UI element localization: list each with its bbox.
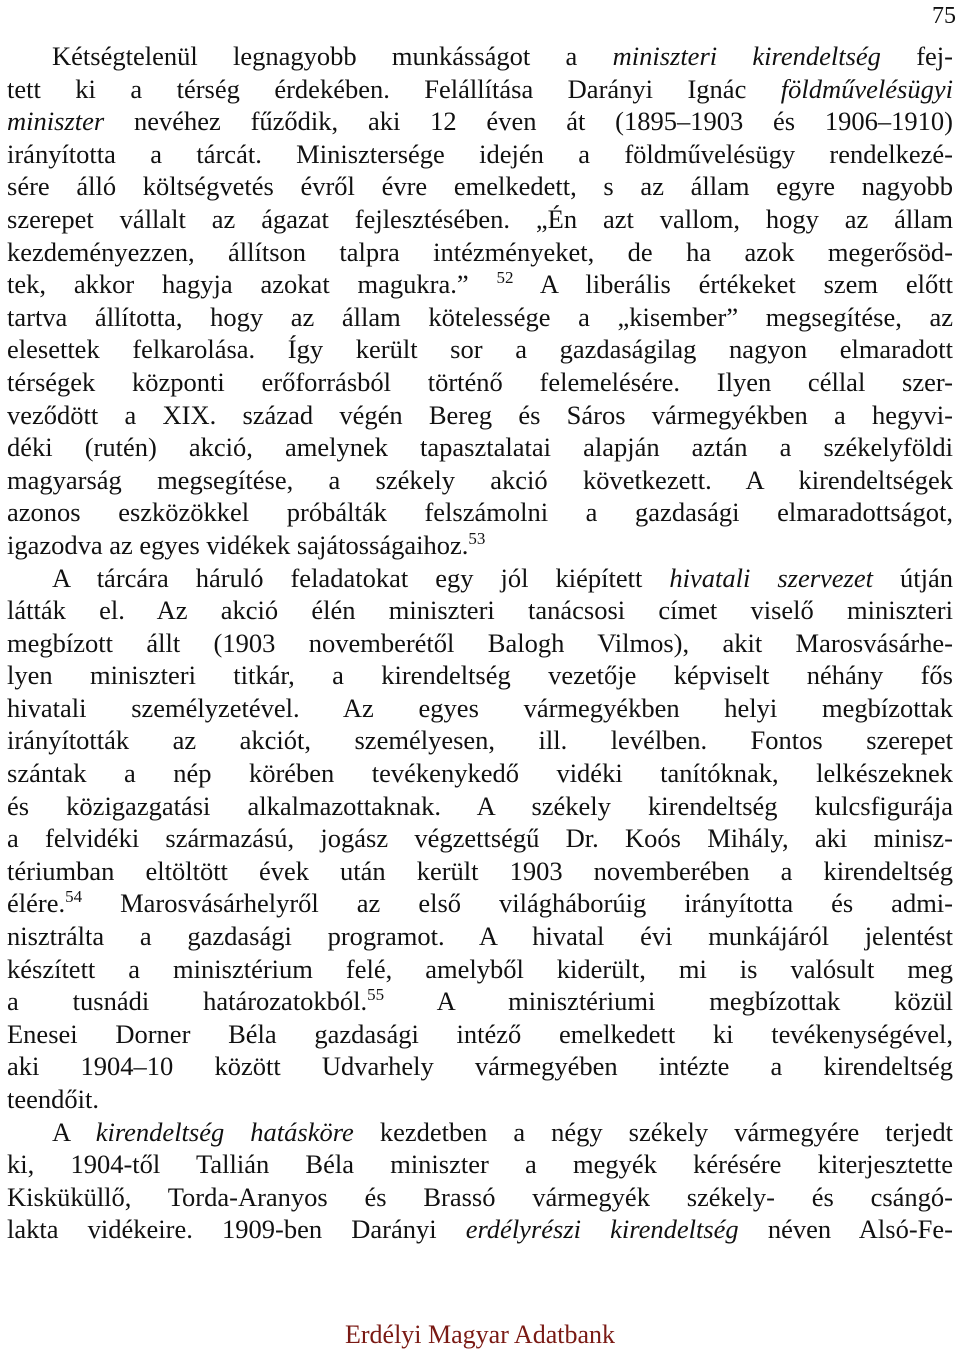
text-line (7, 529, 953, 562)
text-segment: veződött a XIX. század végén Bereg és Sáros vármegyékben a hegyvi- (7, 399, 953, 430)
emphasis-text: miniszter (7, 106, 105, 137)
text-segment: irányították az akciót, személyesen, ill. levélben. Fontos szerepet (7, 725, 953, 756)
text-line (7, 1083, 953, 1116)
emphasis-text: erdélyrészi kirendeltség (465, 1214, 739, 1245)
text-segment: szántak a nép körében tevékenykedő vidéki tanítóknak, lelkészeknek (7, 758, 953, 789)
text-line (7, 496, 953, 529)
text-segment: A minisztériumi megbízottak közül (384, 986, 953, 1017)
text-segment: fej- (880, 41, 953, 71)
text-segment: tek, akkor hagyja azokat magukra.” (7, 269, 497, 300)
text-segment: lakta vidékeire. 1909-ben Darányi (7, 1214, 466, 1245)
text-line (7, 627, 953, 660)
emphasis-text: földművelésügyi (780, 73, 953, 104)
text-segment: irányította a tárcát. Minisztersége idején a földművelésügy rendelkezé- (7, 138, 953, 169)
text-line (7, 953, 953, 986)
text-segment: kezdetben a négy székely vármegyére terjedt (353, 1116, 953, 1147)
text-segment: A (52, 1116, 96, 1147)
text-segment: kezdeményezzen, állítson talpra intézményeket, de ha azok megerősöd- (7, 236, 953, 267)
text-segment: teendőit. (7, 1084, 99, 1114)
text-line (7, 822, 953, 855)
text-line (7, 659, 953, 692)
text-segment: A tárcára háruló feladatokat egy jól kiépített (52, 562, 670, 593)
footnote-ref: 52 (496, 268, 514, 288)
text-line (7, 692, 953, 725)
text-segment: megbízott állt (1903 novemberétől Balogh Vilmos), akit Marosvásárhe- (7, 627, 953, 658)
text-line (7, 985, 953, 1018)
text-line (7, 1050, 953, 1083)
text-line (7, 464, 953, 497)
text-segment: Enesei Dorner Béla gazdasági intéző emelkedett ki tevékenységével, (7, 1018, 953, 1049)
text-line (7, 724, 953, 757)
text-segment: sére álló költségvetés évről évre emelkedett, s az állam egyre nagyobb (7, 171, 953, 202)
text-segment: tett ki a térség érdekében. Felállítása Darányi Ignác (7, 73, 781, 104)
emphasis-text: hivatali szervezet (669, 562, 873, 593)
text-line (7, 594, 953, 627)
text-line (7, 366, 953, 399)
text-segment: térségek központi erőforrásból történő felemelésére. Ilyen céllal szer- (7, 366, 953, 397)
text-segment: nevéhez fűződik, aki 12 éven át (1895–1903 és 1906–1910) (104, 106, 953, 137)
text-segment: igazodva az egyes vidékek sajátosságaihoz. (7, 529, 469, 560)
text-segment: magyarság megsegítése, a székely akció következett. A kirendeltségek (7, 464, 953, 495)
text-line (7, 790, 953, 823)
text-segment: készített a minisztérium felé, amelyből kiderült, mi is valósult meg (7, 953, 953, 984)
page-number: 75 (932, 3, 956, 29)
text-line (7, 855, 953, 888)
text-segment: a felvidéki származású, jogász végzettségű Dr. Koós Mihály, aki minisz- (7, 823, 953, 854)
text-line (7, 301, 953, 334)
text-segment: azonos eszközökkel próbálták felszámolni a gazdasági elmaradottságot, (7, 497, 953, 528)
text-segment: elesettek felkarolása. Így került sor a gazdaságilag nagyon elmaradott (7, 334, 953, 365)
text-segment: néven Alsó-Fe- (738, 1214, 953, 1245)
text-line (7, 268, 953, 301)
text-line (7, 236, 953, 269)
text-line (7, 1018, 953, 1051)
text-line (7, 203, 953, 236)
emphasis-text: miniszteri kirendeltség (612, 41, 881, 71)
text-line (7, 138, 953, 171)
text-segment: Kétségtelenül legnagyobb munkásságot a (52, 41, 613, 71)
text-segment: tériumban eltöltött évek után került 1903 novemberében a kirendeltség (7, 855, 953, 886)
text-line (7, 562, 953, 595)
text-line (7, 1213, 953, 1246)
text-segment: útján (873, 562, 954, 593)
text-line (7, 1181, 953, 1214)
text-segment: ki, 1904-től Tallián Béla miniszter a megyék kérésére kiterjesztette (7, 1149, 953, 1180)
body-text (7, 40, 953, 1246)
text-segment: és közigazgatási alkalmazottaknak. A székely kirendeltség kulcsfigurája (7, 790, 953, 821)
text-line (7, 170, 953, 203)
footnote-ref: 53 (468, 528, 486, 548)
footnote-ref: 55 (367, 985, 385, 1005)
text-line (7, 1148, 953, 1181)
text-line (7, 333, 953, 366)
text-segment: a tusnádi határozatokból. (7, 986, 368, 1017)
text-line (7, 757, 953, 790)
footer-watermark: Erdélyi Magyar Adatbank (344, 1320, 616, 1349)
text-line (7, 105, 953, 138)
text-line (7, 399, 953, 432)
text-segment: nisztrálta a gazdasági programot. A hivatal évi munkájáról jelentést (7, 921, 953, 952)
text-segment: tartva állította, hogy az állam kötelessége a „kisember” megsegítése, az (7, 301, 953, 332)
text-line (7, 73, 953, 106)
text-segment: szerepet vállalt az ágazat fejlesztésében. „Én azt vallom, hogy az állam (7, 203, 953, 234)
text-line (7, 887, 953, 920)
text-line (7, 40, 953, 73)
text-segment: látták el. Az akció élén miniszteri tanácsosi címet viselő miniszteri (7, 595, 953, 626)
footnote-ref: 54 (65, 887, 83, 907)
text-segment: aki 1904–10 között Udvarhely vármegyében intézte a kirendeltség (7, 1051, 953, 1082)
text-segment: déki (rutén) akció, amelynek tapasztalatai alapján aztán a székelyföldi (7, 432, 953, 463)
text-line (7, 920, 953, 953)
text-line (7, 1116, 953, 1149)
emphasis-text: kirendeltség hatásköre (95, 1116, 354, 1147)
text-segment: lyen miniszteri titkár, a kirendeltség vezetője képviselt néhány fős (7, 660, 953, 691)
text-segment: A liberális értékeket szem előtt (513, 269, 953, 300)
text-line (7, 431, 953, 464)
text-segment: élére. (7, 888, 66, 919)
text-segment: hivatali személyzetével. Az egyes vármegyékben helyi megbízottak (7, 692, 953, 723)
text-segment: Kisküküllő, Torda-Aranyos és Brassó vármegyék székely- és csángó- (7, 1181, 953, 1212)
text-segment: Marosvásárhelyről az első világháborúig irányította és admi- (82, 888, 953, 919)
